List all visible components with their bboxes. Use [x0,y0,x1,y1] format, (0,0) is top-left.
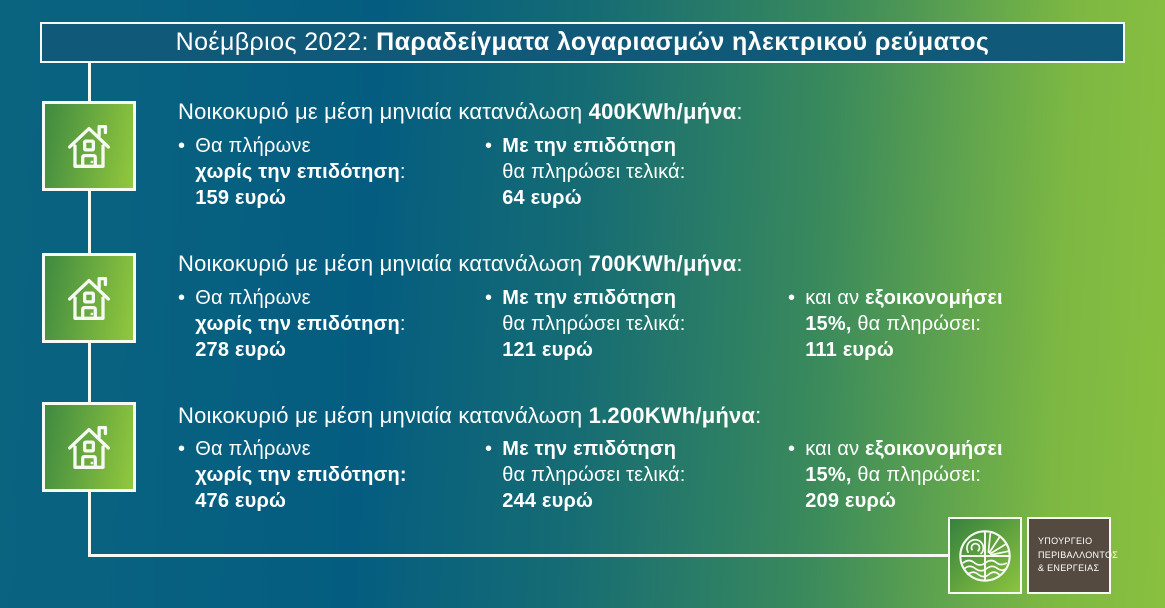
ministry-name-line: ΥΠΟΥΡΓΕΙΟ [1038,536,1093,547]
bullet-dot: • [178,287,186,309]
house-icon [60,418,118,476]
bullet-dot: • [485,438,493,460]
connector-horizontal-line [88,554,948,557]
house-icon [60,269,118,327]
bullet-dot: • [788,438,796,460]
ministry-emblem-box [948,517,1022,594]
header-title: Νοέμβριος 2022: Παραδείγματα λογαριασμών ηλεκτρικού ρεύματος [175,28,990,56]
bullet-text: Με την επιδότηση θα πληρώσει τελικά: 64 ευρώ [502,135,686,209]
bullet-text: Θα πλήρωνε χωρίς την επιδότηση: 476 ευρώ [195,438,407,512]
bullet-with-savings [788,436,1003,514]
bullet-with-subsidy [485,285,686,363]
house-icon-box-3 [42,402,136,492]
house-icon-box-2 [42,253,136,343]
bullet-dot: • [178,135,186,157]
bullet-text: Θα πλήρωνε χωρίς την επιδότηση: 278 ευρώ [195,287,406,361]
bullet-with-subsidy [485,133,686,211]
bullet-text: Θα πλήρωνε χωρίς την επιδότηση: 159 ευρώ [195,135,406,209]
ministry-name-line: ΠΕΡΙΒΑΛΛΟΝΤΟΣ [1038,549,1119,560]
bullet-dot: • [178,438,186,460]
ministry-emblem-icon [956,527,1014,585]
bullet-text: Με την επιδότηση θα πληρώσει τελικά: 244 ευρώ [502,438,686,512]
bullet-text: και αν εξοικονομήσει 15%, θα πληρώσει: 209 ευρώ [805,438,1003,512]
row-heading-1200: Νοικοκυριό με μέση μηνιαία κατανάλωση 1.200KWh/μήνα: [178,403,762,428]
house-icon-box-1 [42,101,136,191]
bullet-without-subsidy [178,133,406,211]
ministry-logo [948,517,1119,594]
row-heading-700: Νοικοκυριό με μέση μηνιαία κατανάλωση 700KWh/μήνα: [178,251,743,276]
ministry-name-line: & ΕΝΕΡΓΕΙΑΣ [1038,563,1100,574]
bullet-dot: • [485,135,493,157]
bullet-text: Με την επιδότηση θα πληρώσει τελικά: 121 ευρώ [502,287,686,361]
bullet-dot: • [788,287,796,309]
house-icon [60,117,118,175]
ministry-name [1027,517,1119,594]
bullet-without-subsidy [178,436,407,514]
bullet-without-subsidy [178,285,406,363]
header-bar [40,22,1125,63]
bullet-dot: • [485,287,493,309]
bullet-text: και αν εξοικονομήσει 15%, θα πληρώσει: 111 ευρώ [805,287,1003,361]
bullet-with-savings [788,285,1003,363]
bullet-with-subsidy [485,436,686,514]
row-heading-400: Νοικοκυριό με μέση μηνιαία κατανάλωση 400KWh/μήνα: [178,99,743,124]
